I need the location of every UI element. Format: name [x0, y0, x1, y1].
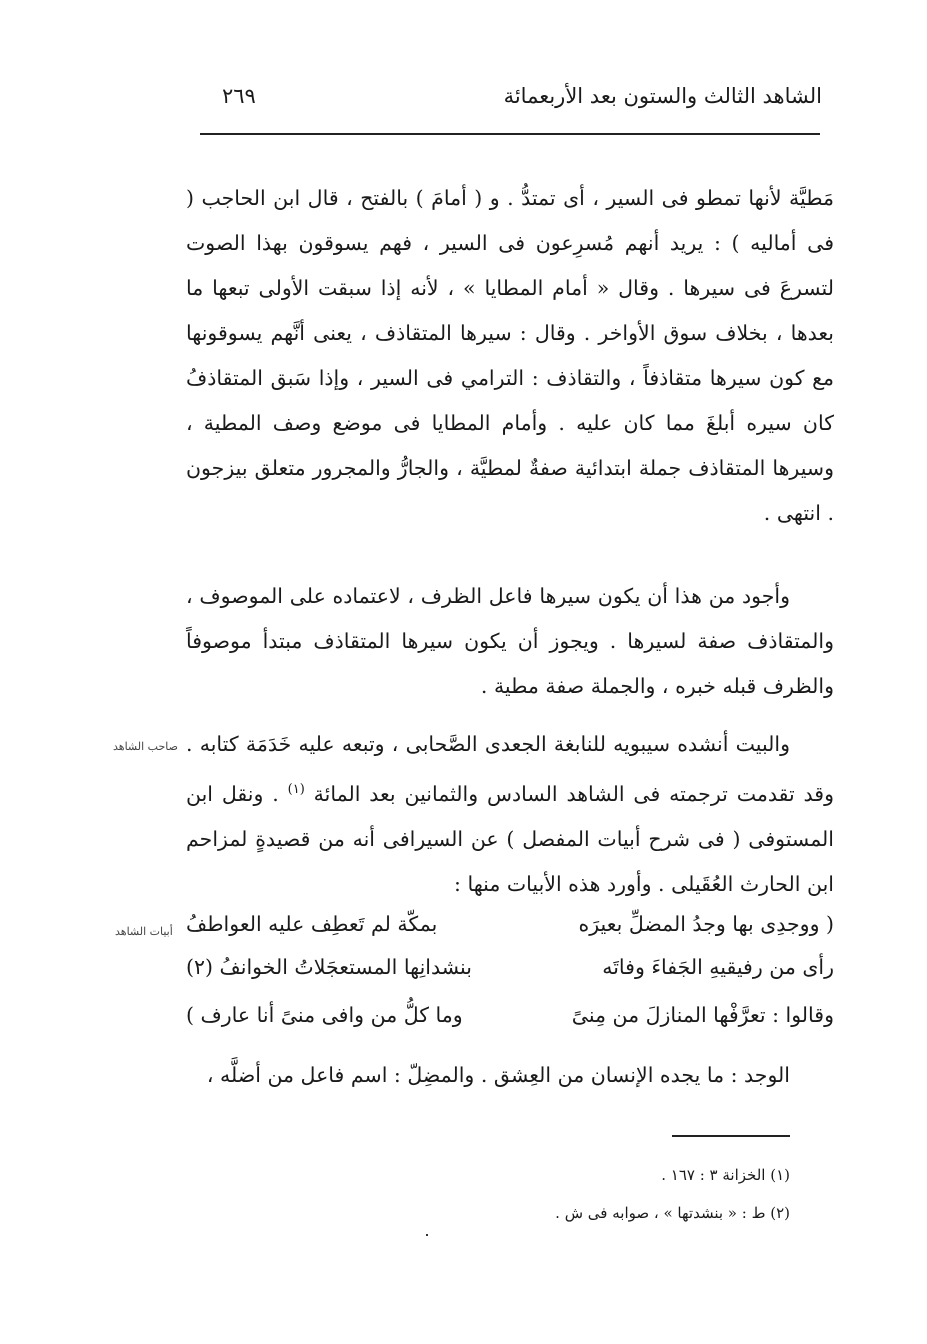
verse-line-2 — [186, 955, 834, 995]
paragraph-3 — [186, 722, 834, 907]
footnote-1: (١) الخزانة ٣ : ١٦٧ . — [661, 1166, 790, 1184]
paragraph-2 — [186, 574, 834, 709]
header-rule — [200, 133, 820, 135]
verse-1-first-hemistich: ( ووجدِى بها وجدُ المضلِّ بعيرَه — [578, 912, 834, 936]
paragraph-3-part-2: . ونقل ابن المستوفى ( فى شرح أبيات المفصل ) عن السيرافى أنه من قصيدةٍ لمزاحم ابن الحارث العُقَيلى . وأورد هذه الأبيات منها : — [186, 781, 834, 896]
verse-3-second-hemistich: وما كلُّ من وافى منىً أنا عارف ) — [186, 1003, 463, 1027]
paragraph-4-text: الوجد : ما يجده الإنسان من العِشق . والمضِلّ : اسم فاعل من أضلَّه ، — [206, 1063, 790, 1087]
footnote-ref-1[interactable]: (١) — [287, 782, 305, 797]
verse-1-second-hemistich: بمكّة لم تَعطِف عليه العواطفُ — [186, 912, 438, 936]
running-title: الشاهد الثالث والستون بعد الأربعمائة — [503, 84, 822, 108]
verse-line-3 — [186, 1003, 834, 1043]
verse-line-1 — [186, 912, 834, 952]
paragraph-3-text — [186, 722, 834, 907]
verse-3-first-hemistich: وقالوا : تعرَّفْها المنازلَ من مِنىً — [571, 1003, 834, 1027]
footnote-rule — [672, 1135, 790, 1137]
paragraph-4 — [186, 1053, 834, 1098]
paragraph-2-text: وأجود من هذا أن يكون سيرها فاعل الظرف ، لاعتماده على الموصوف ، والمتقاذف صفة لسيرها . ويجوز أن يكون سيرها المتقاذف مبتدأ موصوفاً والظرف قبله خبره ، والجملة صفة مطية . — [186, 584, 834, 698]
footnote-2: (٢) ط : « بنشدتها » ، صوابه فى ش . — [555, 1204, 790, 1222]
paragraph-1-text: مَطيَّة لأنها تمطو فى السير ، أى تمتدُّ . و ( أمامَ ) بالفتح ، قال ابن الحاجب ( فى أماليه ) : يريد أنهم مُسرِعون فى السير ، فهم يسوقون بهذا الصوت لتسرعَ فى سيرها . وقال « أمام المطايا » ، لأنه إذا سبقت الأولى تبعها ما بعدها ، بخلاف سوق الأواخر . وقال : سيرها المتقاذف ، يعنى أنَّهم يسوقونها مع كون سيرها متقاذفاً ، والتقاذف : الترامي فى السير ، وإذا سَبق المتقاذفُ كان سيره أبلغَ مما كان عليه . وأمام المطايا فى موضع وصف المطية ، وسيرها المتقاذف جملة ابتدائية صفةٌ لمطيَّة ، والجارُّ والمجرور متعلق بيزجون . انتهى . — [186, 186, 834, 525]
verse-2-second-hemistich: بنشدانِها المستعجَلاتُ الخوانفُ (٢) — [186, 955, 472, 979]
scan-speck — [426, 1234, 428, 1236]
margin-note-author: صاحب الشاهد — [113, 740, 178, 753]
paragraph-1 — [186, 176, 834, 536]
page-number: ٢٦٩ — [222, 84, 256, 108]
page-header — [200, 84, 822, 118]
margin-note-verses: أبيات الشاهد — [115, 925, 173, 938]
verse-2-first-hemistich: رأى من رفيقيهِ الجَفاءَ وفاتَه — [602, 955, 834, 979]
paragraph-3-part-1: والبيت أنشده سيبويه للنابغة الجعدى الصَّحابى ، وتبعه عليه خَدَمَة كتابه . وقد تقدمت ترجمته فى الشاهد السادس والثمانين بعد المائة — [186, 732, 835, 806]
